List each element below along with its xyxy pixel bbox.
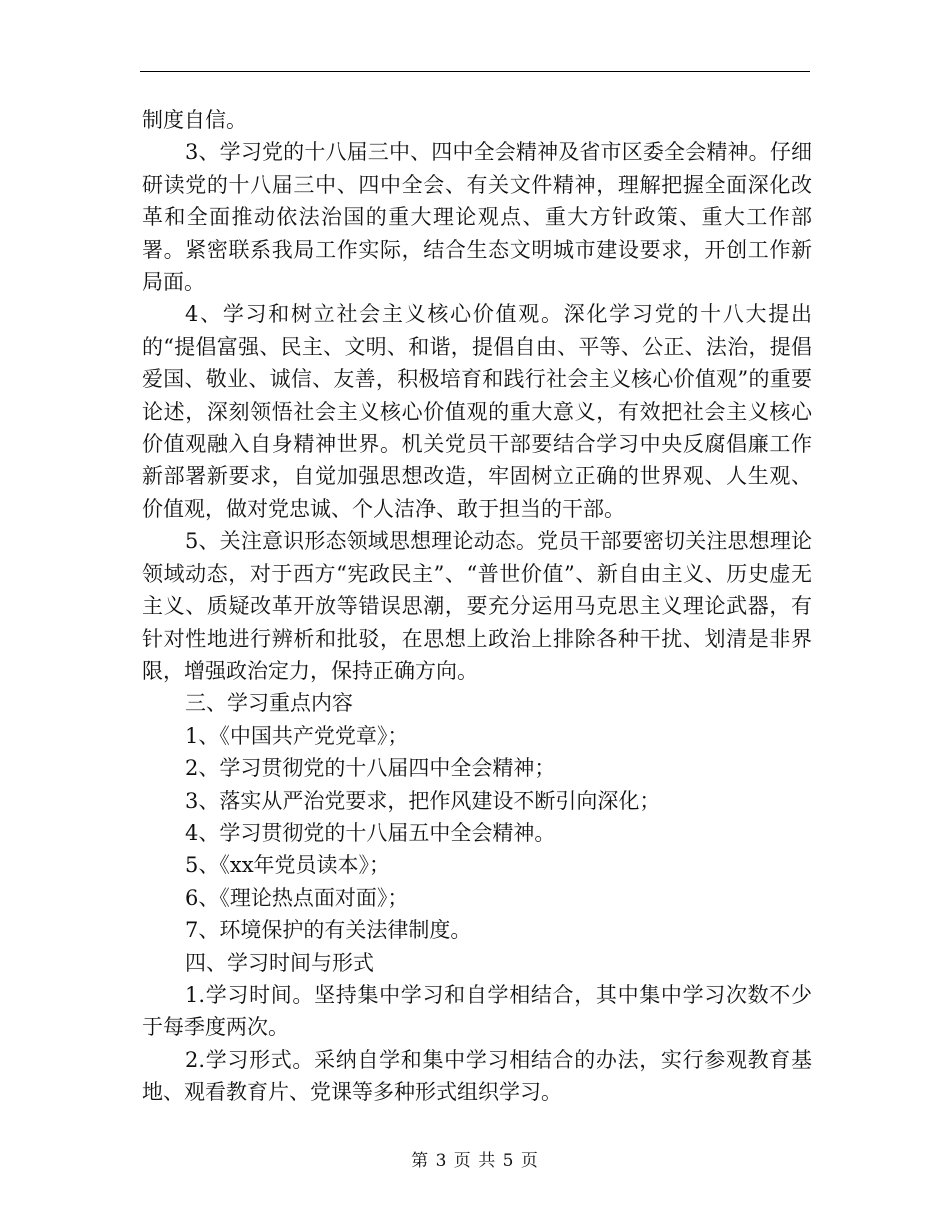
- list-item: 5、《xx年党员读本》；: [185, 853, 391, 878]
- list-item: 3、落实从严治党要求，把作风建设不断引向深化；: [185, 788, 661, 813]
- paragraph: 4、学习和树立社会主义核心价值观。深化学习党的十八大提出的“提倡富强、民主、文明、和谐，提倡自由、平等、公正、法治，提倡爱国、敬业、诚信、友善，积极培育和践行社会主义核心价值观”的重要论述，深刻领悟社会主义核心价值观的重大意义，有效把社会主义核心价值观融入自身精神世界。机关党员干部要结合学习中央反腐倡廉工作新部署新要求，自觉加强思想改造，牢固树立正确的世界观、人生观、价值观，做对党忠诚、个人洁净、敢于担当的干部。: [142, 302, 812, 521]
- paragraph: 制度自信。: [142, 108, 247, 132]
- header-rule: [140, 71, 810, 72]
- section-heading: 三、学习重点内容: [185, 691, 353, 716]
- section-heading: 四、学习时间与形式: [185, 950, 374, 975]
- paragraph: 3、学习党的十八届三中、四中全会精神及省市区委全会精神。仔细研读党的十八届三中、四中全会、有关文件精神，理解把握全面深化改革和全面推动依法治国的重大理论观点、重大方针政策、重大工作部署。紧密联系我局工作实际，结合生态文明城市建设要求，开创工作新局面。: [142, 140, 812, 295]
- paragraph: 5、关注意识形态领域思想理论动态。党员干部要密切关注思想理论领域动态，对于西方“宪政民主”、“普世价值”、新自由主义、历史虚无主义、质疑改革开放等错误思潮，要充分运用马克思主义理论武器，有针对性地进行辨析和批驳，在思想上政治上排除各种干扰、划清是非界限，增强政治定力，保持正确方向。: [142, 529, 812, 683]
- document-body: [142, 104, 812, 1109]
- list-item: 6、《理论热点面对面》；: [185, 885, 409, 910]
- list-item: 4、学习贯彻党的十八届五中全会精神。: [185, 820, 556, 845]
- list-item: 7、环境保护的有关法律制度。: [185, 918, 472, 943]
- page-number: 第 3 页 共 5 页: [411, 1151, 539, 1171]
- paragraph: 1.学习时间。坚持集中学习和自学相结合，其中集中学习次数不少于每季度两次。: [142, 982, 812, 1040]
- list-item: 2、学习贯彻党的十八届四中全会精神；: [185, 756, 556, 781]
- paragraph: 2.学习形式。采纳自学和集中学习相结合的办法，实行参观教育基地、观看教育片、党课等多种形式组织学习。: [142, 1047, 812, 1105]
- list-item: 1、《中国共产党党章》；: [185, 723, 409, 748]
